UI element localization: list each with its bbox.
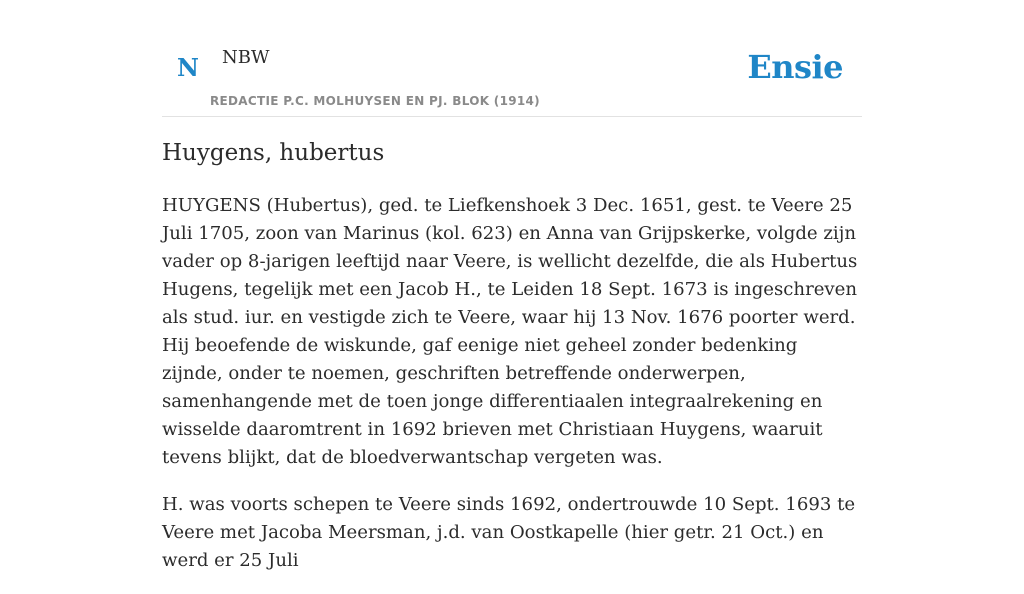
- article-page: [162, 0, 862, 571]
- entry-paragraph: H. was voorts schepen te Veere sinds 1692, ondertrouwde 10 Sept. 1693 te Veere met Jacoba Meersman, j.d. van Oostkapelle (hier getr. 21 Oct.) en werd er 25 Juli: [162, 494, 856, 571]
- source-logo[interactable]: N: [177, 53, 199, 82]
- source-header: [162, 0, 862, 117]
- entry-paragraph: HUYGENS (Hubertus), ged. te Liefkenshoek 3 Dec. 1651, gest. te Veere 25 Juli 1705, zoon van Marinus (kol. 623) en Anna van Grijpskerke, volgde zijn vader op 8-jarigen leeftijd naar Veere, is wellicht dezelfde, die als Hubertus Hugens, tegelijk met een Jacob H., te Leiden 18 Sept. 1673 is ingeschreven als stud. iur. en vestigde zich te Veere, waar hij 13 Nov. 1676 poorter werd. Hij beoefende de wiskunde, gaf eenige niet geheel zonder bedenking zijnde, onder te noemen, geschriften betreffende onderwerpen, samenhangende met de toen jonge differentiaalen integraalrekening en wisselde daaromtrent in 1692 brieven met Christiaan Huygens, waaruit tevens blijkt, dat de bloedverwantschap vergeten was.: [162, 195, 858, 468]
- ensie-brand-logo[interactable]: Ensie: [747, 48, 843, 86]
- source-editors: REDACTIE P.C. MOLHUYSEN EN PJ. BLOK (1914): [210, 94, 540, 108]
- source-name-link[interactable]: NBW: [222, 47, 270, 68]
- entry-body: [162, 192, 862, 594]
- entry-title: Huygens, hubertus: [162, 140, 385, 166]
